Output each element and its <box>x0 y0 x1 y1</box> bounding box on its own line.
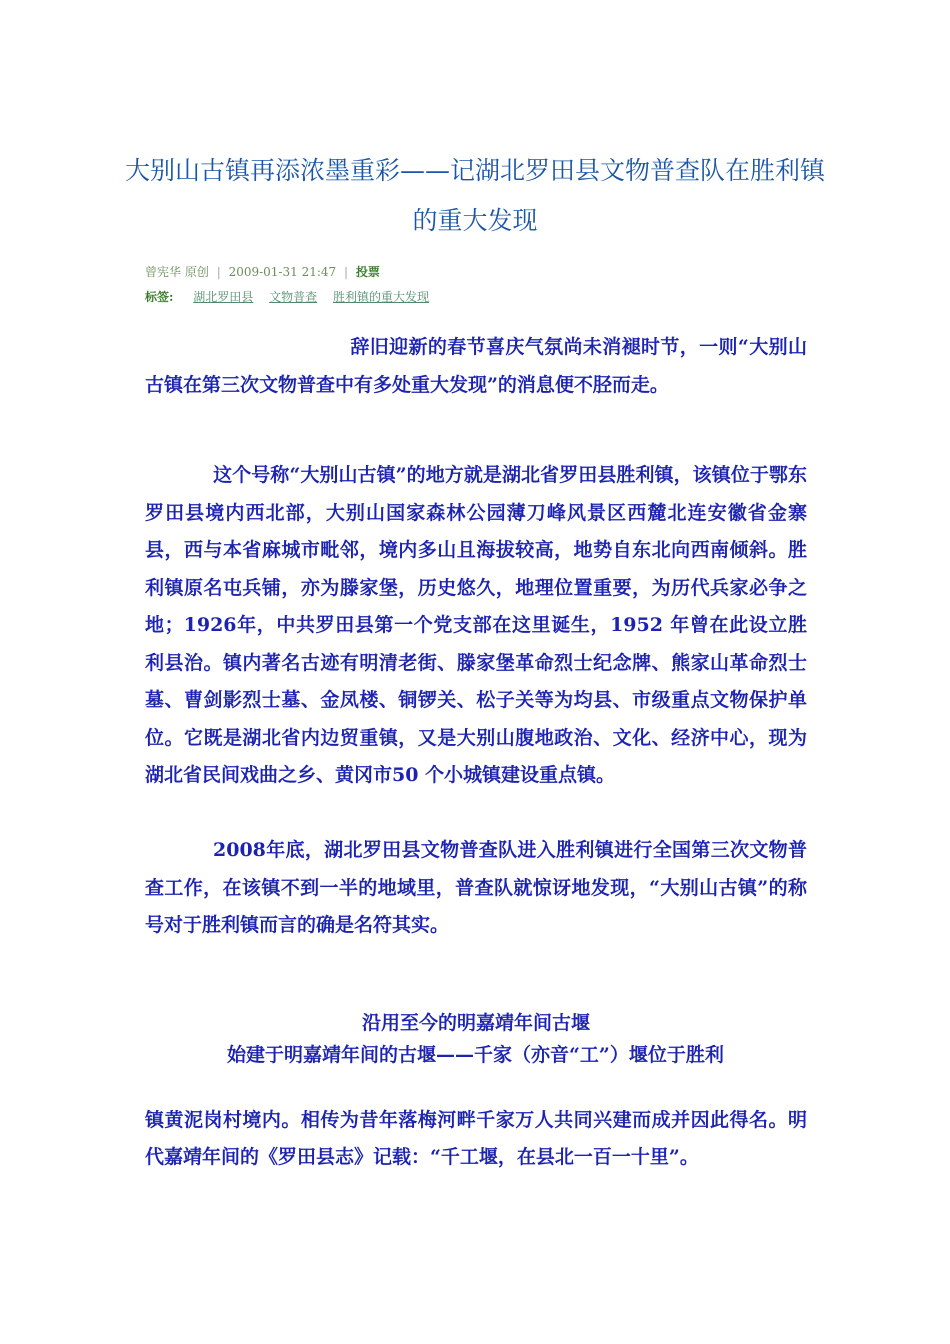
section-heading: 沿用至今的明嘉靖年间古堰 <box>361 1012 590 1034</box>
post-type: 原创 <box>184 265 209 279</box>
post-datetime: 2009-01-31 21:47 <box>228 265 337 279</box>
paragraph-text: 这个号称“大别山古镇”的地方就是湖北省罗田县胜利镇，该镇位于鄂东罗田县境内西北部，大别山国家森林公园薄刀峰风景区西麓北连安徽省金寨县，西与本省麻城市毗邻，境内多山且海拔较高，地势自东北向西南倾斜。胜利镇原名屯兵铺，亦为滕家堡，历史悠久，地理位置重要，为历代兵家必争之地；1926年，中共罗田县第一个党支部在这里诞生，1952 年曾在此设立胜利县治。镇内著名古迹有明清老街、滕家堡革命烈士纪念牌、熊家山革命烈士墓、曹剑影烈士墓、金凤楼、铜锣关、松子关等为均县、市级重点文物保护单位。它既是湖北省内边贸重镇，又是大别山腹地政治、文化、经济中心，现为湖北省民间戏曲之乡、黄冈市50 个小城镇建设重点镇。 <box>145 464 807 786</box>
tags-label: 标签: <box>145 290 174 304</box>
tag-link[interactable]: 文物普查 <box>269 290 318 304</box>
tag-list <box>145 288 441 306</box>
paragraph-survey <box>145 832 807 945</box>
article-meta <box>145 263 380 281</box>
paragraph-text: 辞旧迎新的春节喜庆气氛尚未消褪时节，一则“大别山古镇在第三次文物普查中有多处重大发现”的消息便不胫而走。 <box>145 336 807 396</box>
tag-link[interactable]: 湖北罗田县 <box>193 290 254 304</box>
author-name[interactable]: 曾宪华 <box>145 265 182 279</box>
paragraph-town-overview <box>145 457 807 795</box>
tag-link[interactable]: 胜利镇的重大发现 <box>332 290 429 304</box>
paragraph-intro <box>145 328 807 404</box>
meta-divider: | <box>216 265 221 279</box>
meta-divider: | <box>343 265 349 279</box>
paragraph-weir-intro <box>145 1040 807 1070</box>
vote-link[interactable]: 投票 <box>355 265 380 279</box>
paragraph-text: 2008年底，湖北罗田县文物普查队进入胜利镇进行全国第三次文物普查工作，在该镇不到一半的地域里，普查队就惊讶地发现，“大别山古镇”的称号对于胜利镇而言的确是名符其实。 <box>145 839 807 936</box>
paragraph-weir-detail: 镇黄泥岗村境内。相传为昔年落梅河畔千家万人共同兴建而成并因此得名。明代嘉靖年间的《罗田县志》记载：“千工堰，在县北一百一十里”。 <box>145 1109 807 1168</box>
article-title: 大别山古镇再添浓墨重彩——记湖北罗田县文物普查队在胜利镇的重大发现 <box>124 156 825 235</box>
paragraph-text: 始建于明嘉靖年间的古堰——千家（亦音“工”）堰位于胜利 <box>227 1044 724 1066</box>
